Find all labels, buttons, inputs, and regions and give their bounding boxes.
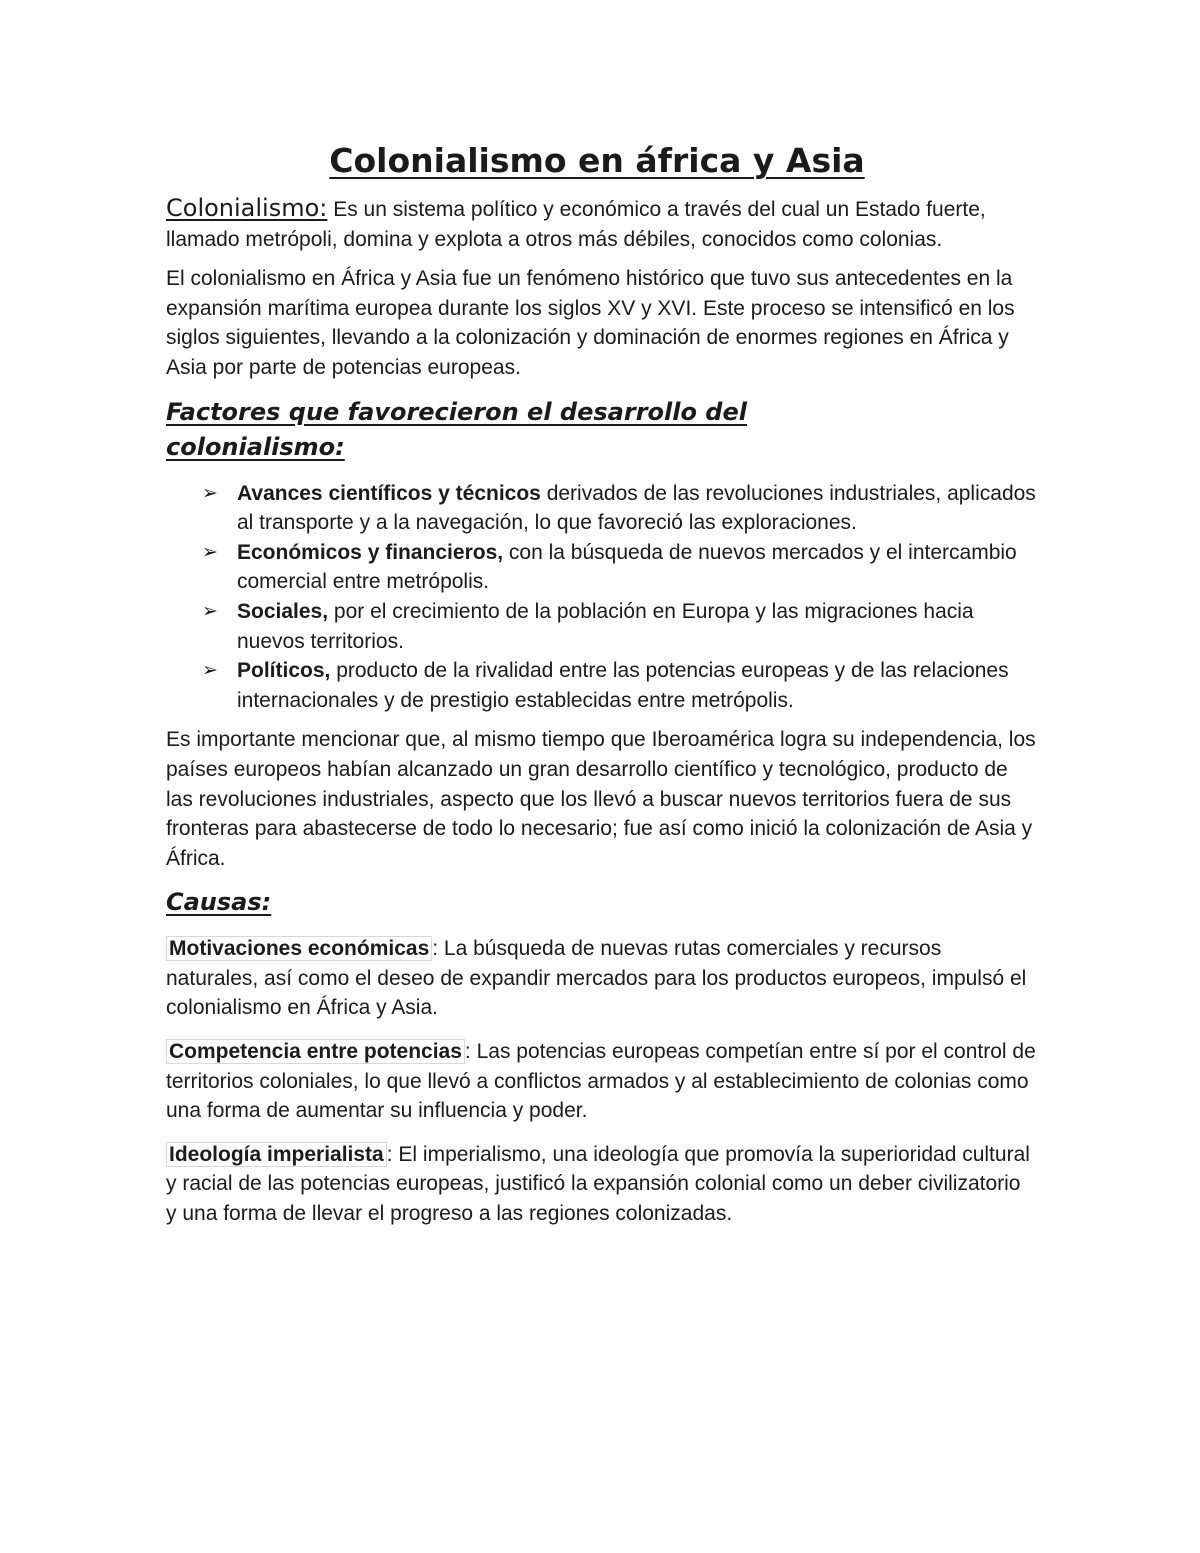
arrow-bullet-icon: ➢	[202, 481, 218, 504]
cause-term: Ideología imperialista	[166, 1142, 387, 1167]
factor-item	[166, 656, 1036, 715]
cause-text: : Las potencias europeas competían entre sí por el control de territorios coloniales, lo que llevó a conflictos armados y al establecimiento de colonias como una forma de aumentar su influencia y poder.	[166, 1040, 1036, 1123]
factor-title: Políticos,	[237, 659, 331, 683]
factor-title: Avances científicos y técnicos	[237, 481, 541, 505]
cause-term: Motivaciones económicas	[166, 936, 432, 961]
factor-item	[166, 479, 1036, 538]
factor-text: derivados de las revoluciones industriales, aplicados al transporte y a la navegación, lo que favoreció las exploraciones.	[237, 481, 1036, 535]
cause-text: : La búsqueda de nuevas rutas comerciales y recursos naturales, así como el deseo de expandir mercados para los productos europeos, impulsó el colonialismo en África y Asia.	[166, 937, 1027, 1020]
arrow-bullet-icon: ➢	[202, 659, 218, 682]
factor-item	[166, 597, 1036, 656]
arrow-bullet-icon: ➢	[202, 599, 218, 622]
factors-heading: Factores que favorecieron el desarrollo del colonialismo:	[166, 397, 747, 461]
definition-text: Es un sistema político y económico a través del cual un Estado fuerte, llamado metrópoli, domina y explota a otros más débiles, conocidos como colonias.	[166, 198, 986, 251]
factor-text: con la búsqueda de nuevos mercados y el intercambio comercial entre metrópolis.	[237, 540, 1017, 594]
document-body	[166, 138, 1036, 1243]
factor-title: Económicos y financieros,	[237, 540, 504, 564]
cause-paragraph	[166, 1037, 1036, 1126]
cause-term: Competencia entre potencias	[166, 1039, 465, 1064]
definition-paragraph	[166, 194, 1036, 254]
cause-text: : El imperialismo, una ideología que promovía la superioridad cultural y racial de las potencias europeas, justificó la expansión colonial como un deber civilizatorio y una forma de llevar el progreso a las regiones colonizadas.	[166, 1142, 1030, 1226]
context-paragraph: Es importante mencionar que, al mismo tiempo que Iberoamérica logra su independencia, los países europeos habían alcanzado un gran desarrollo científico y tecnológico, producto de las revoluciones industriales, aspecto que los llevó a buscar nuevos territorios fuera de sus fronteras para abastecerse de todo lo necesario; fue así como inició la colonización de Asia y África.	[166, 728, 1036, 870]
definition-term: Colonialismo:	[166, 194, 328, 222]
cause-paragraph	[166, 1140, 1036, 1229]
document-title: Colonialismo en áfrica y Asia	[329, 141, 865, 180]
intro-paragraph: El colonialismo en África y Asia fue un fenómeno histórico que tuvo sus antecedentes en la expansión marítima europea durante los siglos XV y XVI. Este proceso se intensificó en los siglos siguientes, llevando a la colonización y dominación de enormes regiones en África y Asia por parte de potencias europeas.	[166, 267, 1015, 379]
factor-title: Sociales,	[237, 599, 329, 623]
cause-paragraph	[166, 934, 1036, 1023]
causes-heading: Causas:	[166, 888, 272, 917]
factor-text: producto de la rivalidad entre las potencias europeas y de las relaciones internacionales y de prestigio establecidas entre metrópolis.	[237, 659, 1009, 712]
factors-list	[166, 479, 1036, 716]
factor-item	[166, 538, 1036, 597]
arrow-bullet-icon: ➢	[202, 540, 218, 563]
factor-text: por el crecimiento de la población en Europa y las migraciones hacia nuevos territorios.	[237, 599, 974, 653]
